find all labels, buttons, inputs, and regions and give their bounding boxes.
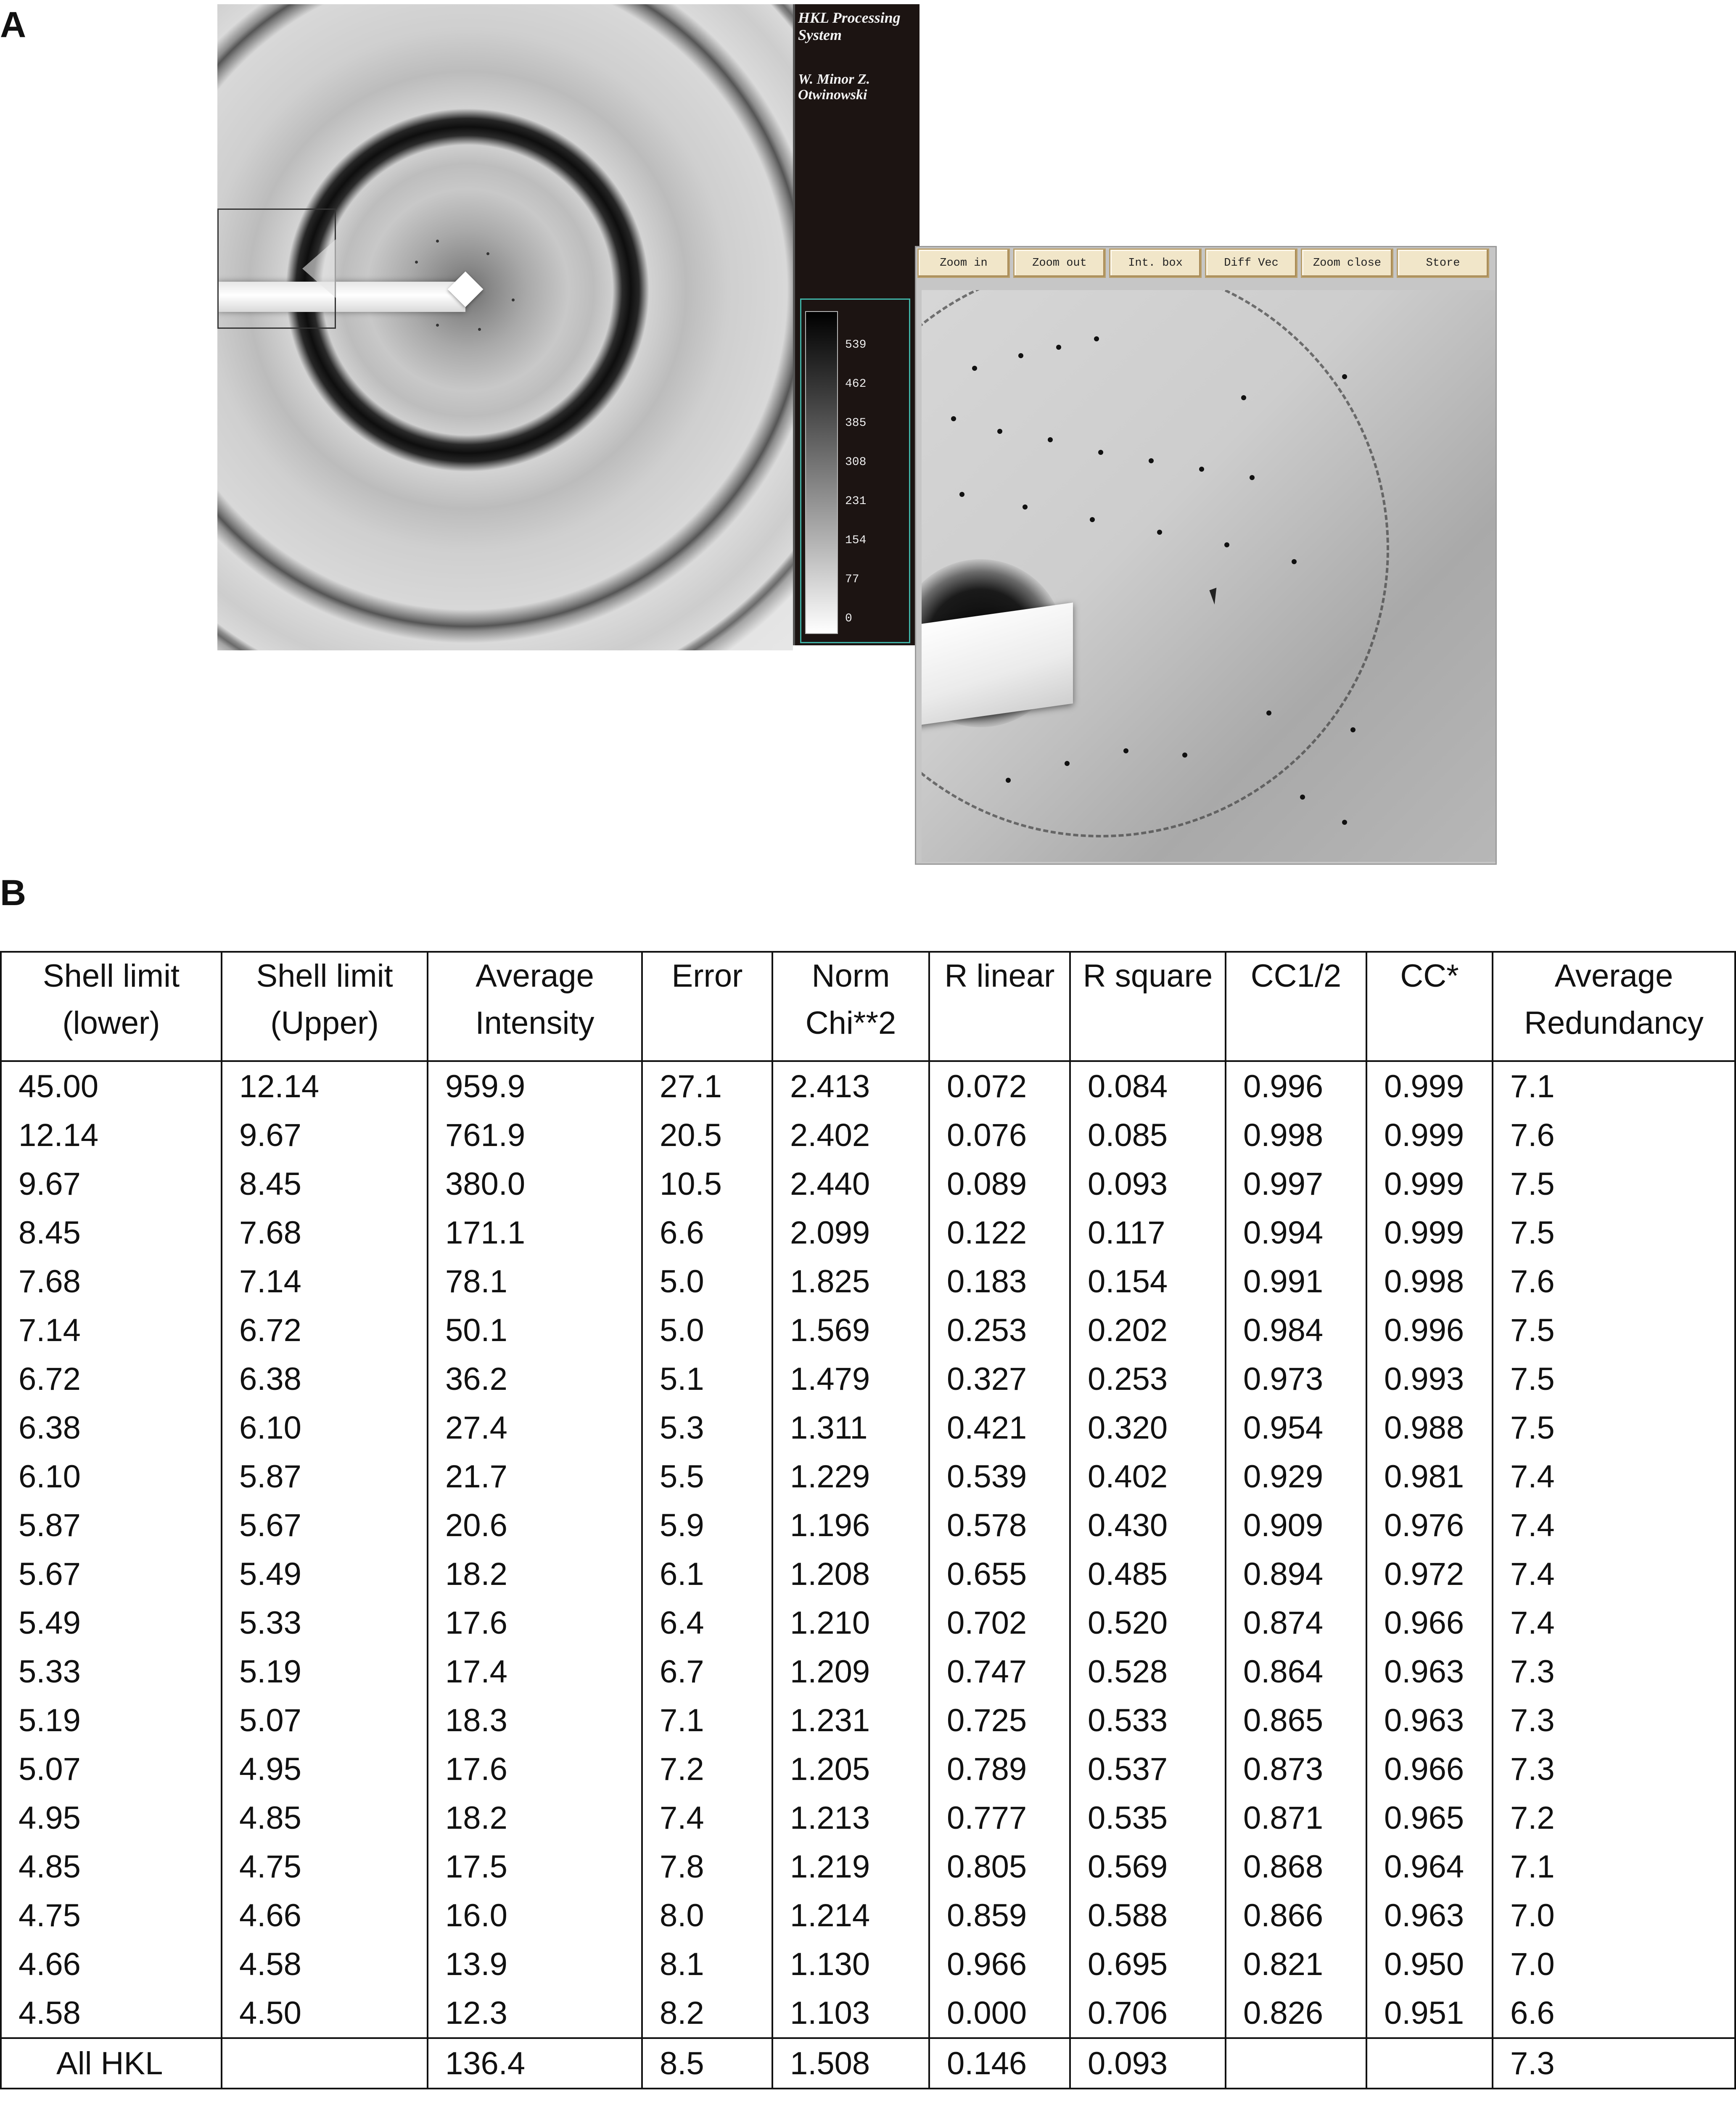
table-cell: 0.747 (929, 1647, 1070, 1696)
diffraction-spot (1157, 530, 1162, 535)
table-cell: 0.981 (1366, 1452, 1493, 1501)
table-cell: 6.4 (642, 1598, 772, 1647)
table-cell: 0.183 (929, 1257, 1070, 1306)
table-cell: 6.6 (1493, 1988, 1735, 2038)
hkl-title: HKL Processing System (798, 9, 901, 43)
diffraction-spot (997, 429, 1002, 434)
column-header: R linear (929, 952, 1070, 1061)
table-cell: 18.2 (428, 1793, 642, 1842)
table-cell: 8.5 (642, 2038, 772, 2089)
table-cell: 0.320 (1070, 1403, 1226, 1452)
table-cell: 6.1 (642, 1550, 772, 1598)
diffraction-spot (1241, 395, 1246, 400)
table-cell: 6.10 (222, 1403, 428, 1452)
table-cell: 0.789 (929, 1745, 1070, 1793)
table-cell: 0.093 (1070, 2038, 1226, 2089)
table-cell: 36.2 (428, 1355, 642, 1403)
table-cell: 0.999 (1366, 1061, 1493, 1111)
table-cell: 7.5 (1493, 1403, 1735, 1452)
table-cell: 0.327 (929, 1355, 1070, 1403)
table-cell: 5.67 (1, 1550, 222, 1598)
table-cell: 17.6 (428, 1745, 642, 1793)
diffraction-spot (436, 240, 439, 243)
colorbar-tick: 154 (845, 534, 867, 547)
column-header: Error (642, 952, 772, 1061)
colorbar-tick: 539 (845, 338, 867, 351)
table-cell: 0.998 (1366, 1257, 1493, 1306)
diffraction-spot (1123, 748, 1128, 753)
table-cell: 5.0 (642, 1306, 772, 1355)
table-cell: 7.2 (1493, 1793, 1735, 1842)
table-cell: 136.4 (428, 2038, 642, 2089)
column-header: Average Intensity (428, 952, 642, 1061)
column-header: R square (1070, 952, 1226, 1061)
table-cell: 13.9 (428, 1940, 642, 1988)
table-cell: 1.210 (772, 1598, 929, 1647)
table-cell: 7.5 (1493, 1355, 1735, 1403)
table-cell: 1.569 (772, 1306, 929, 1355)
table-cell: 0.533 (1070, 1696, 1226, 1745)
table-cell: 0.725 (929, 1696, 1070, 1745)
table-cell: 0.988 (1366, 1403, 1493, 1452)
table-cell: 0.072 (929, 1061, 1070, 1111)
column-header: Average Redundancy (1493, 952, 1735, 1061)
diffraction-spot (1006, 778, 1011, 783)
table-cell: 1.213 (772, 1793, 929, 1842)
zoom-region-box[interactable] (217, 209, 336, 329)
table-row (1, 1403, 1735, 1452)
table-row (1, 1598, 1735, 1647)
diffraction-spot (1056, 345, 1061, 350)
table-row (1, 1647, 1735, 1696)
table-cell: 5.3 (642, 1403, 772, 1452)
hkl-authors: W. Minor Z. Otwinowski (798, 71, 870, 103)
table-cell: 0.430 (1070, 1501, 1226, 1550)
diffraction-spot (486, 252, 489, 255)
intensity-colorbar (805, 311, 838, 634)
table-cell: 1.196 (772, 1501, 929, 1550)
table-cell: All HKL (1, 2038, 222, 2089)
diffraction-spot (1350, 727, 1356, 732)
column-header: CC1/2 (1226, 952, 1366, 1061)
colorbar-tick: 231 (845, 495, 867, 508)
table-cell: 7.68 (1, 1257, 222, 1306)
table-cell: 4.75 (1, 1891, 222, 1940)
diff-vec-button[interactable]: Diff Vec (1205, 248, 1297, 278)
table-cell: 4.66 (1, 1940, 222, 1988)
column-header: Shell limit (lower) (1, 952, 222, 1061)
table-cell: 0.702 (929, 1598, 1070, 1647)
table-cell: 0.999 (1366, 1208, 1493, 1257)
table-cell: 7.4 (1493, 1598, 1735, 1647)
table-cell: 0.996 (1226, 1061, 1366, 1111)
diffraction-spot (415, 261, 418, 264)
table-cell: 0.965 (1366, 1793, 1493, 1842)
table-cell: 0.539 (929, 1452, 1070, 1501)
table-cell: 8.45 (222, 1159, 428, 1208)
table-cell: 0.000 (929, 1988, 1070, 2038)
zoom-toolbar (917, 246, 1494, 283)
table-cell: 16.0 (428, 1891, 642, 1940)
table-row (1, 1159, 1735, 1208)
table-row (1, 1793, 1735, 1842)
table-cell: 4.95 (1, 1793, 222, 1842)
table-cell: 5.33 (222, 1598, 428, 1647)
table-cell: 21.7 (428, 1452, 642, 1501)
table-cell: 7.3 (1493, 1647, 1735, 1696)
diffraction-spot (1182, 753, 1187, 758)
table-cell: 0.976 (1366, 1501, 1493, 1550)
table-cell: 0.085 (1070, 1111, 1226, 1159)
table-cell: 4.95 (222, 1745, 428, 1793)
table-cell: 12.14 (1, 1111, 222, 1159)
zoom-close-button[interactable]: Zoom close (1301, 248, 1393, 278)
table-row (1, 1208, 1735, 1257)
table-cell: 0.202 (1070, 1306, 1226, 1355)
table-cell: 0.805 (929, 1842, 1070, 1891)
diffraction-spot (959, 492, 964, 497)
table-cell: 6.38 (222, 1355, 428, 1403)
table-cell: 0.997 (1226, 1159, 1366, 1208)
table-row (1, 1988, 1735, 2038)
table-cell: 0.122 (929, 1208, 1070, 1257)
zoom-out-button[interactable]: Zoom out (1013, 248, 1106, 278)
table-cell: 12.14 (222, 1061, 428, 1111)
table-cell: 0.826 (1226, 1988, 1366, 2038)
table-cell (222, 2038, 428, 2089)
diffraction-spot (478, 328, 481, 331)
table-cell: 1.219 (772, 1842, 929, 1891)
table-cell: 1.209 (772, 1647, 929, 1696)
diffraction-spot (1098, 450, 1103, 455)
table-cell: 171.1 (428, 1208, 642, 1257)
table-cell: 5.33 (1, 1647, 222, 1696)
diffraction-spot (1048, 437, 1053, 442)
table-cell: 0.528 (1070, 1647, 1226, 1696)
table-cell: 8.0 (642, 1891, 772, 1940)
table-cell: 5.5 (642, 1452, 772, 1501)
table-cell: 78.1 (428, 1257, 642, 1306)
table-cell: 5.19 (222, 1647, 428, 1696)
table-cell (1366, 2038, 1493, 2089)
table-cell: 17.6 (428, 1598, 642, 1647)
table-cell: 7.3 (1493, 1696, 1735, 1745)
table-cell: 0.402 (1070, 1452, 1226, 1501)
table-cell: 0.093 (1070, 1159, 1226, 1208)
diffraction-spot (1149, 458, 1154, 463)
table-row (1, 1842, 1735, 1891)
table-cell: 1.479 (772, 1355, 929, 1403)
diffraction-spot (1342, 374, 1347, 379)
table-cell: 0.894 (1226, 1550, 1366, 1598)
diffraction-spot (1266, 710, 1271, 716)
table-cell: 0.996 (1366, 1306, 1493, 1355)
table-cell: 0.485 (1070, 1550, 1226, 1598)
table-cell: 0.117 (1070, 1208, 1226, 1257)
table-cell: 9.67 (1, 1159, 222, 1208)
diffraction-spot (512, 298, 515, 301)
table-cell: 0.991 (1226, 1257, 1366, 1306)
table-cell: 1.205 (772, 1745, 929, 1793)
table-cell: 7.5 (1493, 1306, 1735, 1355)
diffraction-spot (951, 416, 956, 421)
table-cell: 17.4 (428, 1647, 642, 1696)
table-cell: 0.706 (1070, 1988, 1226, 2038)
table-cell: 0.535 (1070, 1793, 1226, 1842)
table-cell: 0.777 (929, 1793, 1070, 1842)
table-cell: 761.9 (428, 1111, 642, 1159)
table-row (1, 1452, 1735, 1501)
int-box-button[interactable]: Int. box (1109, 248, 1202, 278)
table-cell: 0.146 (929, 2038, 1070, 2089)
diffraction-spot (1065, 761, 1070, 766)
table-cell: 0.520 (1070, 1598, 1226, 1647)
table-row (1, 1061, 1735, 1111)
table-cell: 0.963 (1366, 1891, 1493, 1940)
table-cell: 27.4 (428, 1403, 642, 1452)
table-cell: 7.1 (1493, 1842, 1735, 1891)
table-row (1, 1501, 1735, 1550)
table-cell: 4.85 (1, 1842, 222, 1891)
table-cell: 0.821 (1226, 1940, 1366, 1988)
table-cell: 4.58 (222, 1940, 428, 1988)
table-cell: 7.0 (1493, 1940, 1735, 1988)
table-cell: 1.231 (772, 1696, 929, 1745)
table-cell: 50.1 (428, 1306, 642, 1355)
table-cell: 0.076 (929, 1111, 1070, 1159)
table-cell: 8.2 (642, 1988, 772, 2038)
table-cell: 0.588 (1070, 1891, 1226, 1940)
table-cell: 0.993 (1366, 1355, 1493, 1403)
table-cell: 17.5 (428, 1842, 642, 1891)
table-cell: 0.874 (1226, 1598, 1366, 1647)
table-cell: 380.0 (428, 1159, 642, 1208)
table-row (1, 1550, 1735, 1598)
diffraction-spot (1018, 353, 1023, 358)
table-cell: 7.68 (222, 1208, 428, 1257)
table-cell: 0.154 (1070, 1257, 1226, 1306)
table-cell: 0.972 (1366, 1550, 1493, 1598)
table-row (1, 1745, 1735, 1793)
diffraction-spot (436, 324, 439, 327)
table-cell: 5.87 (222, 1452, 428, 1501)
table-cell: 0.950 (1366, 1940, 1493, 1988)
diffraction-spot (1224, 542, 1229, 547)
diffraction-spot (1292, 559, 1297, 564)
table-cell: 0.929 (1226, 1452, 1366, 1501)
table-cell: 1.208 (772, 1550, 929, 1598)
table-cell: 6.6 (642, 1208, 772, 1257)
table-cell: 0.253 (929, 1306, 1070, 1355)
table-cell: 4.85 (222, 1793, 428, 1842)
diffraction-spot (1199, 467, 1204, 472)
table-cell: 4.50 (222, 1988, 428, 2038)
table-row (1, 1111, 1735, 1159)
table-cell: 0.695 (1070, 1940, 1226, 1988)
diffraction-image-zoomed[interactable] (922, 290, 1496, 862)
table-cell: 7.0 (1493, 1891, 1735, 1940)
table-cell: 0.999 (1366, 1111, 1493, 1159)
table-cell: 0.999 (1366, 1159, 1493, 1208)
table-cell: 5.19 (1, 1696, 222, 1745)
diffraction-spot (1094, 336, 1099, 341)
table-cell: 959.9 (428, 1061, 642, 1111)
table-cell: 0.655 (929, 1550, 1070, 1598)
table-cell: 7.1 (1493, 1061, 1735, 1111)
table-cell: 0.864 (1226, 1647, 1366, 1696)
table-cell: 6.72 (1, 1355, 222, 1403)
table-cell: 8.1 (642, 1940, 772, 1988)
table-cell: 0.089 (929, 1159, 1070, 1208)
table-row (1, 1306, 1735, 1355)
table-cell: 27.1 (642, 1061, 772, 1111)
table-cell: 5.49 (1, 1598, 222, 1647)
table-cell: 2.099 (772, 1208, 929, 1257)
colorbar-tick: 0 (845, 612, 852, 625)
table-cell: 0.569 (1070, 1842, 1226, 1891)
table-cell: 0.966 (929, 1940, 1070, 1988)
table-cell: 7.5 (1493, 1159, 1735, 1208)
table-cell: 0.998 (1226, 1111, 1366, 1159)
table-cell: 7.4 (1493, 1550, 1735, 1598)
table-cell: 7.1 (642, 1696, 772, 1745)
table-cell: 5.07 (222, 1696, 428, 1745)
table-cell: 0.873 (1226, 1745, 1366, 1793)
diffraction-spot (972, 366, 977, 371)
colorbar-tick: 385 (845, 417, 867, 430)
table-cell: 1.103 (772, 1988, 929, 2038)
table-row (1, 1257, 1735, 1306)
table-cell: 0.963 (1366, 1647, 1493, 1696)
table-cell: 0.951 (1366, 1988, 1493, 2038)
diffraction-spot (1250, 475, 1255, 480)
table-cell: 0.964 (1366, 1842, 1493, 1891)
table-row (1, 1355, 1735, 1403)
table-cell: 20.6 (428, 1501, 642, 1550)
table-cell: 0.954 (1226, 1403, 1366, 1452)
table-cell: 1.311 (772, 1403, 929, 1452)
table-cell: 0.868 (1226, 1842, 1366, 1891)
table-cell: 6.72 (222, 1306, 428, 1355)
table-cell: 7.3 (1493, 2038, 1735, 2089)
table-cell: 0.984 (1226, 1306, 1366, 1355)
table-cell: 7.14 (222, 1257, 428, 1306)
table-cell: 0.966 (1366, 1598, 1493, 1647)
colorbar-tick: 77 (845, 573, 859, 586)
table-cell: 0.994 (1226, 1208, 1366, 1257)
table-cell: 6.10 (1, 1452, 222, 1501)
table-cell: 0.253 (1070, 1355, 1226, 1403)
column-header: Norm Chi**2 (772, 952, 929, 1061)
colorbar-tick: 308 (845, 456, 867, 469)
table-cell: 0.421 (929, 1403, 1070, 1452)
table-cell: 0.973 (1226, 1355, 1366, 1403)
panel-label-a: A (0, 5, 26, 45)
scaling-statistics-table (0, 951, 1736, 2089)
table-cell: 5.0 (642, 1257, 772, 1306)
table-cell: 1.825 (772, 1257, 929, 1306)
diffraction-spot (1342, 820, 1347, 825)
table-cell: 1.214 (772, 1891, 929, 1940)
table-cell: 7.6 (1493, 1111, 1735, 1159)
table-cell: 5.07 (1, 1745, 222, 1793)
table-cell: 2.413 (772, 1061, 929, 1111)
table-cell: 1.508 (772, 2038, 929, 2089)
table-cell: 18.3 (428, 1696, 642, 1745)
table-cell: 0.578 (929, 1501, 1070, 1550)
table-cell: 7.4 (1493, 1452, 1735, 1501)
table-cell: 6.38 (1, 1403, 222, 1452)
table-header-row (1, 952, 1735, 1061)
table-cell: 7.14 (1, 1306, 222, 1355)
table-row (1, 1940, 1735, 1988)
table-cell: 0.866 (1226, 1891, 1366, 1940)
table-row (1, 1891, 1735, 1940)
table-cell: 0.865 (1226, 1696, 1366, 1745)
zoom-in-button[interactable]: Zoom in (917, 248, 1010, 278)
table-cell: 0.084 (1070, 1061, 1226, 1111)
table-cell: 5.67 (222, 1501, 428, 1550)
table-cell: 4.66 (222, 1891, 428, 1940)
table-row (1, 2038, 1735, 2089)
table-cell (1226, 2038, 1366, 2089)
diffraction-spot (1023, 504, 1028, 510)
table-cell: 5.87 (1, 1501, 222, 1550)
table-cell: 0.871 (1226, 1793, 1366, 1842)
table-cell: 0.859 (929, 1891, 1070, 1940)
table-cell: 2.440 (772, 1159, 929, 1208)
diffraction-spot (1090, 517, 1095, 522)
table-cell: 18.2 (428, 1550, 642, 1598)
diffraction-spot (1300, 795, 1305, 800)
table-cell: 0.963 (1366, 1696, 1493, 1745)
table-cell: 7.8 (642, 1842, 772, 1891)
table-cell: 7.5 (1493, 1208, 1735, 1257)
panel-label-b: B (0, 873, 26, 913)
table-cell: 7.4 (642, 1793, 772, 1842)
table-cell: 8.45 (1, 1208, 222, 1257)
table-cell: 10.5 (642, 1159, 772, 1208)
table-cell: 12.3 (428, 1988, 642, 2038)
table-cell: 5.49 (222, 1550, 428, 1598)
table-cell: 9.67 (222, 1111, 428, 1159)
table-cell: 5.9 (642, 1501, 772, 1550)
table-cell: 0.966 (1366, 1745, 1493, 1793)
table-cell: 4.75 (222, 1842, 428, 1891)
colorbar-tick: 462 (845, 378, 867, 391)
table-cell: 5.1 (642, 1355, 772, 1403)
table-cell: 7.4 (1493, 1501, 1735, 1550)
table-cell: 7.6 (1493, 1257, 1735, 1306)
table-cell: 0.537 (1070, 1745, 1226, 1793)
table-cell: 2.402 (772, 1111, 929, 1159)
store-button[interactable]: Store (1397, 248, 1489, 278)
table-cell: 4.58 (1, 1988, 222, 2038)
table-cell: 1.229 (772, 1452, 929, 1501)
table-row (1, 1696, 1735, 1745)
table-cell: 0.909 (1226, 1501, 1366, 1550)
table-cell: 45.00 (1, 1061, 222, 1111)
table-cell: 7.2 (642, 1745, 772, 1793)
table-cell: 6.7 (642, 1647, 772, 1696)
column-header: CC* (1366, 952, 1493, 1061)
table-cell: 20.5 (642, 1111, 772, 1159)
table-cell: 1.130 (772, 1940, 929, 1988)
column-header: Shell limit (Upper) (222, 952, 428, 1061)
table-cell: 7.3 (1493, 1745, 1735, 1793)
